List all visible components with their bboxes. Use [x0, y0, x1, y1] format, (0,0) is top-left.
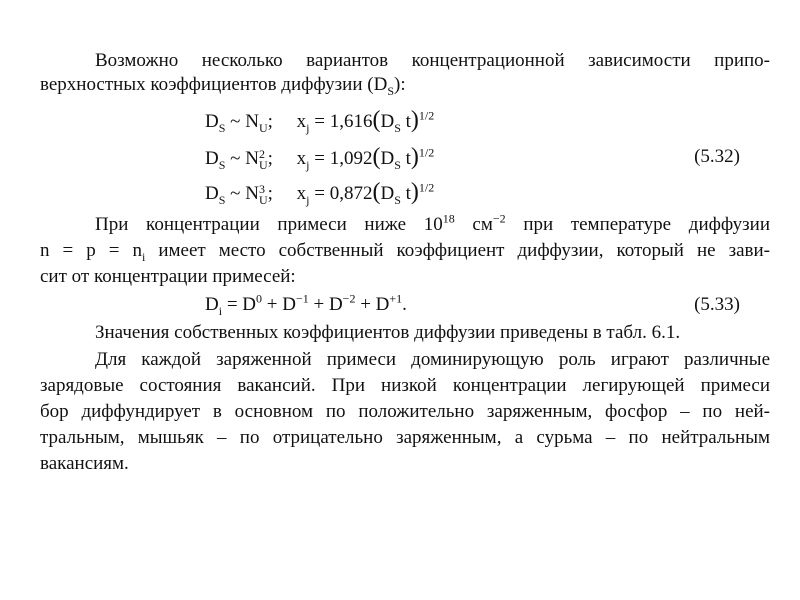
formula-row-1-paren-open: ( — [372, 107, 381, 133]
formula-row-2-coef: = 1,092 — [309, 148, 373, 169]
formula-row-3-inner-sub: S — [394, 192, 401, 207]
paragraph-4-line-1: Для каждой заряженной примеси доминирующую роль играют различные — [95, 349, 770, 370]
formula-532-row-3 — [205, 180, 434, 206]
formula-row-1-lhs-sub: S — [218, 120, 226, 135]
formula-row-1-inner-sub: S — [394, 120, 401, 135]
formula-row-2-lhs: D — [205, 148, 219, 169]
formula-row-3-n-sub: U — [258, 192, 268, 207]
formula-row-3-coef: = 0,872 — [309, 183, 373, 204]
formula-row-2-lhs-sub: S — [218, 157, 226, 172]
formula-row-1-power: 1/2 — [418, 108, 435, 123]
paragraph-2-line-2 — [40, 240, 770, 262]
paragraph-4-line-4: тральным, мышьяк – по отрицательно заряженным, а сурьма – по нейтральным — [40, 427, 770, 448]
formula-row-3-paren-open: ( — [372, 179, 381, 205]
formula-533-s3: −2 — [342, 291, 356, 306]
formula-row-1-n-sub: U — [258, 120, 268, 135]
formula-533-end: . — [402, 294, 407, 315]
formula-row-2-sep: ; x — [267, 148, 307, 169]
formula-533-p2: + D — [308, 294, 343, 315]
paragraph-1-line-2 — [40, 74, 406, 96]
formula-row-3-inner-t: t — [400, 183, 411, 204]
formula-533-lhs: D — [205, 294, 219, 315]
paragraph-1-line-1: Возможно несколько вариантов концентрационной зависимости припо- — [95, 50, 770, 71]
equation-number-533: (5.33) — [694, 294, 740, 315]
paragraph-4-line-2: зарядовые состояния вакансий. При низкой концентрации легирующей примеси — [40, 375, 770, 396]
formula-533-s4: +1 — [389, 291, 403, 306]
formula-row-3-lhs: D — [205, 183, 219, 204]
paragraph-1-line-2-sub: S — [387, 83, 394, 98]
paragraph-2-line-1-sup2: −2 — [492, 211, 506, 226]
paragraph-4-line-5: вакансиям. — [40, 453, 129, 474]
formula-row-1-coef: = 1,616 — [309, 111, 373, 132]
formula-row-3-lhs-sub: S — [218, 192, 226, 207]
formula-row-3-inner: D — [380, 183, 395, 204]
formula-533-s1: 0 — [256, 291, 263, 306]
formula-row-3-rel: ~ N — [225, 183, 259, 204]
formula-row-2-n-sup: 2 — [258, 146, 265, 161]
paragraph-2-line-3: сит от концентрации примесей: — [40, 266, 296, 287]
paragraph-2-line-1-b: см — [454, 214, 493, 235]
formula-row-1-lhs: D — [205, 111, 219, 132]
formula-row-3-paren-close: ) — [410, 179, 419, 205]
paragraph-1-line-2-suffix: ): — [394, 74, 406, 95]
formula-row-1-rel: ~ N — [225, 111, 259, 132]
paragraph-2-line-1-a: При концентрации примеси ниже 10 — [95, 214, 443, 235]
formula-row-2-inner-t: t — [400, 148, 411, 169]
formula-row-2-paren-close: ) — [410, 144, 419, 170]
paragraph-2-line-2-a: n = p = n — [40, 240, 142, 261]
formula-row-2-paren-open: ( — [372, 144, 381, 170]
formula-533-s2: −1 — [295, 291, 309, 306]
formula-533 — [205, 293, 407, 317]
formula-row-1-inner: D — [380, 111, 395, 132]
formula-row-3-sep: ; x — [267, 183, 307, 204]
formula-row-1-paren-close: ) — [410, 107, 419, 133]
formula-row-1-inner-t: t — [400, 111, 411, 132]
paragraph-2-line-1-c: при температуре диффузии — [505, 214, 770, 235]
paragraph-2-line-2-sub: i — [141, 249, 146, 264]
formula-row-2-n-sub: U — [258, 157, 268, 172]
formula-row-2-inner-sub: S — [394, 157, 401, 172]
formula-row-2-rel: ~ N — [225, 148, 259, 169]
paragraph-2-line-2-b: имеет место собственный коэффициент диффузии, который не зави- — [145, 240, 770, 261]
formula-533-p3: + D — [355, 294, 390, 315]
formula-row-1-sep: ; x — [267, 111, 307, 132]
paragraph-4-line-3: бор диффундирует в основном по положительно заряженным, фосфор – по ней- — [40, 401, 770, 422]
formula-533-eq: = D — [222, 294, 257, 315]
formula-row-1-x-sub: j — [306, 120, 310, 135]
formula-532-row-2 — [205, 145, 434, 171]
formula-row-3-x-sub: j — [306, 192, 310, 207]
formula-533-lhs-sub: i — [218, 303, 223, 318]
paragraph-2-line-1-sup: 18 — [442, 211, 455, 226]
formula-532-row-1 — [205, 108, 434, 134]
equation-number-532: (5.32) — [694, 146, 740, 167]
formula-row-2-x-sub: j — [306, 157, 310, 172]
formula-533-p1: + D — [262, 294, 296, 315]
formula-row-3-n-sup: 3 — [258, 181, 265, 196]
paragraph-2-line-1 — [95, 211, 770, 236]
paragraph-1-line-2-prefix: верхностных коэффициентов диффузии (D — [40, 74, 388, 95]
formula-row-2-power: 1/2 — [418, 145, 435, 160]
formula-row-3-power: 1/2 — [418, 180, 435, 195]
formula-row-2-inner: D — [380, 148, 395, 169]
paragraph-3-line-1: Значения собственных коэффициентов диффузии приведены в табл. 6.1. — [95, 322, 681, 343]
